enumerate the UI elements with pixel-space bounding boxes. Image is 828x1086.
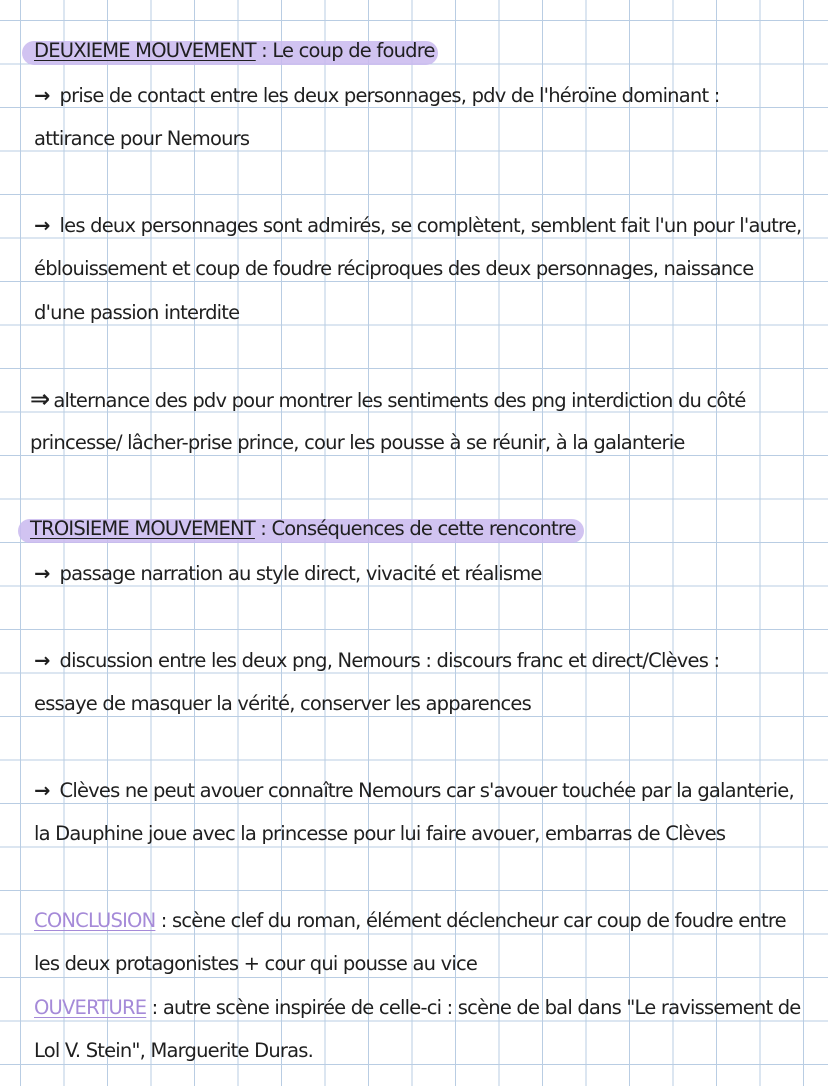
section3-heading-group xyxy=(30,516,576,542)
section2-heading: DEUXIEME MOUVEMENT xyxy=(34,39,256,62)
double-right-arrow-icon: ⇒ xyxy=(30,385,50,413)
s2-bullet2-line3: d'une passion interdite xyxy=(34,301,240,324)
s2-conclusion-line1 xyxy=(30,386,812,414)
s2-conclusion-line2: princesse/ lâcher-prise prince, cour les pousse à se réunir, à la galanterie xyxy=(30,431,685,454)
conclusion-text1: : scène clef du roman, élément déclencheur car coup de foudre entre xyxy=(155,909,786,932)
s2-bullet2-text1: les deux personnages sont admirés, se complètent, semblent fait l'un pour l'autre, xyxy=(59,214,802,237)
s2-bullet2-line2: éblouissement et coup de foudre réciproques des deux personnages, naissance xyxy=(34,257,754,280)
right-arrow-icon: → xyxy=(34,562,50,585)
section2-heading-group xyxy=(34,38,435,64)
s3-bullet2-line1 xyxy=(34,648,812,674)
s3-bullet2-line2: essaye de masquer la vérité, conserver les apparences xyxy=(34,692,531,715)
s2-bullet1-line2: attirance pour Nemours xyxy=(34,127,250,150)
conclusion-label: CONCLUSION xyxy=(34,909,156,932)
ouverture-line1 xyxy=(34,995,812,1021)
s2-conclusion-text1: alternance des pdv pour montrer les sentiments des png interdiction du côté xyxy=(53,389,746,412)
right-arrow-icon: → xyxy=(34,214,50,237)
ouverture-label: OUVERTURE xyxy=(34,996,147,1019)
s2-bullet2-line1 xyxy=(34,213,812,239)
s2-bullet1-line1 xyxy=(34,83,812,109)
ouverture-line2: Lol V. Stein", Marguerite Duras. xyxy=(34,1039,314,1062)
right-arrow-icon: → xyxy=(34,84,50,107)
conclusion-line1 xyxy=(34,908,812,934)
s3-bullet3-line2: la Dauphine joue avec la princesse pour lui faire avouer, embarras de Clèves xyxy=(34,822,726,845)
right-arrow-icon: → xyxy=(34,779,50,802)
section3-separator: : xyxy=(254,517,272,540)
right-arrow-icon: → xyxy=(34,649,50,672)
s2-bullet1-text1: prise de contact entre les deux personnages, pdv de l'héroïne dominant : xyxy=(59,84,720,107)
section3-heading: TROISIEME MOUVEMENT xyxy=(30,517,255,540)
section3-heading-line xyxy=(30,516,812,542)
conclusion-line2: les deux protagonistes + cour qui pousse au vice xyxy=(34,952,478,975)
section3-title: Conséquences de cette rencontre xyxy=(271,517,576,540)
section2-separator: : xyxy=(255,39,273,62)
s3-bullet2-text1: discussion entre les deux png, Nemours : discours franc et direct/Clèves : xyxy=(59,649,720,672)
s3-bullet3-line1 xyxy=(34,778,812,804)
section2-heading-line xyxy=(34,38,812,64)
s3-bullet1-line1 xyxy=(34,561,812,587)
section2-title: Le coup de foudre xyxy=(272,39,435,62)
s3-bullet3-text1: Clèves ne peut avouer connaître Nemours car s'avouer touchée par la galanterie, xyxy=(59,779,794,802)
s3-bullet1-text1: passage narration au style direct, vivacité et réalisme xyxy=(59,562,542,585)
ouverture-text1: : autre scène inspirée de celle-ci : scène de bal dans "Le ravissement de xyxy=(146,996,801,1019)
